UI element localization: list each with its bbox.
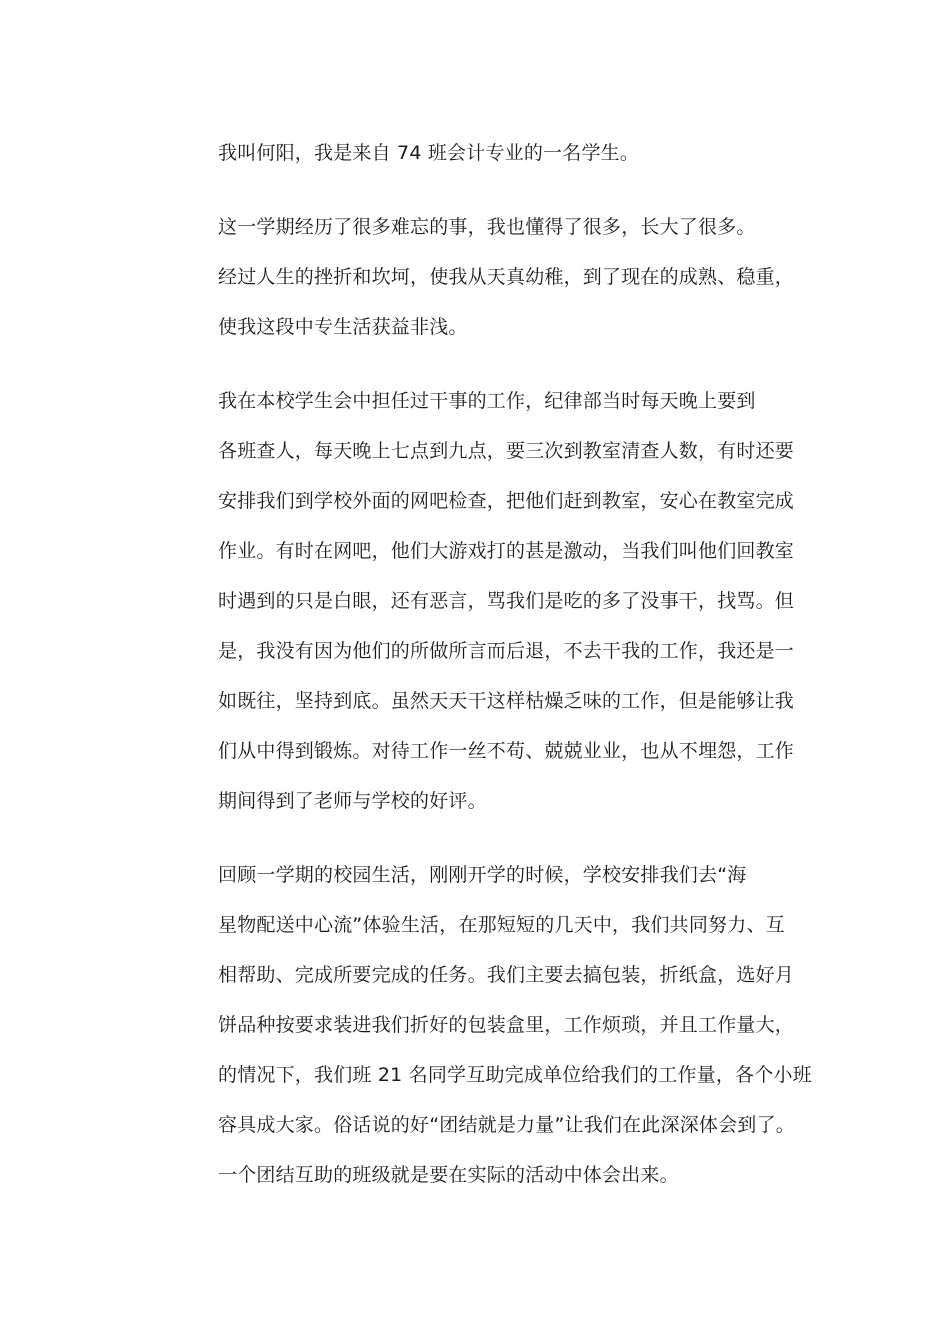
text-line: 星物配送中心流”体验生活，在那短短的几天中，我们共同努力、互 [218,914,785,936]
text-line: 相帮助、完成所要完成的任务。我们主要去搞包装，折纸盒，选好月 [218,964,795,986]
text-line: 饼品种按要求装进我们折好的包装盒里，工作烦琐，并且工作量大， [218,1014,795,1036]
paragraph-semester-growth [180,202,795,352]
text-line: 我叫何阳，我是来自 74 班会计专业的一名学生。 [218,142,640,164]
text-line: 们从中得到锻炼。对待工作一丝不苟、兢兢业业，也从不埋怨，工作 [218,740,795,762]
text-line: 容具成大家。俗话说的好“团结就是力量”让我们在此深深体会到了。 [218,1114,795,1136]
text-line: 如既往，坚持到底。虽然天天干这样枯燥乏味的工作，但是能够让我 [218,690,795,712]
document-body [180,128,812,1200]
text-line: 各班查人，每天晚上七点到九点，要三次到教室清查人数，有时还要 [218,440,795,462]
paragraph-introduction [180,128,760,178]
text-line: 的情况下，我们班 21 名同学互助完成单位给我们的工作量，各个小班 [218,1064,812,1086]
paragraph-student-union-work [180,376,795,826]
text-line: 使我这段中专生活获益非浅。 [218,316,468,338]
text-line: 这一学期经历了很多难忘的事，我也懂得了很多，长大了很多。 [218,216,756,238]
text-line: 安排我们到学校外面的网吧检查，把他们赶到教室，安心在教室完成 [218,490,795,512]
text-line: 回顾一学期的校园生活，刚刚开学的时候，学校安排我们去“海 [218,864,747,886]
text-line: 我在本校学生会中担任过干事的工作，纪律部当时每天晚上要到 [218,390,756,412]
text-line: 一个团结互助的班级就是要在实际的活动中体会出来。 [218,1164,679,1186]
text-line: 是，我没有因为他们的所做所言而后退，不去干我的工作，我还是一 [218,640,795,662]
text-line: 作业。有时在网吧，他们大游戏打的甚是激动，当我们叫他们回教室 [218,540,795,562]
text-line: 经过人生的挫折和坎坷，使我从天真幼稚，到了现在的成熟、稳重， [218,266,795,288]
text-line: 期间得到了老师与学校的好评。 [218,790,487,812]
text-line: 时遇到的只是白眼，还有恶言，骂我们是吃的多了没事干，找骂。但 [218,590,795,612]
paragraph-campus-life-review [180,850,812,1200]
